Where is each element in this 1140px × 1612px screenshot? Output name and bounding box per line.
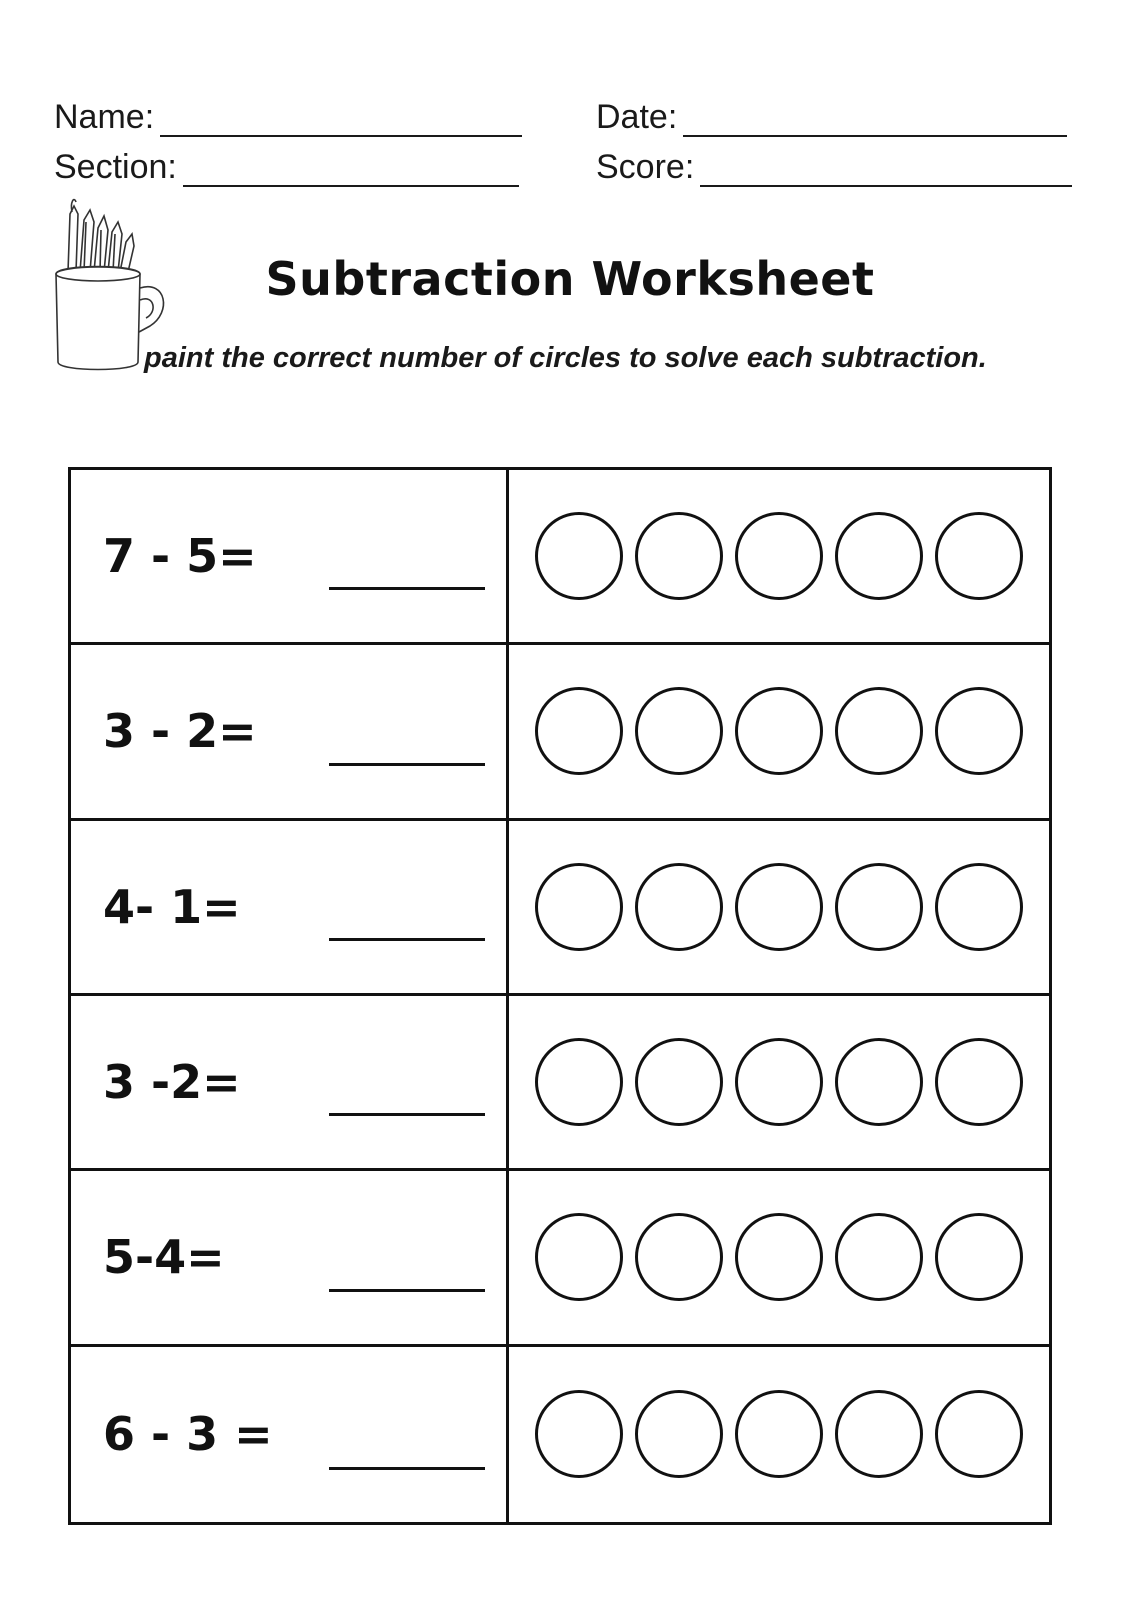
- score-label: Score:: [596, 148, 695, 186]
- circle-cell-2: [509, 645, 1049, 820]
- paint-circle[interactable]: [635, 1038, 723, 1126]
- paint-circle[interactable]: [535, 1038, 623, 1126]
- paint-circle[interactable]: [735, 863, 823, 951]
- answer-blank[interactable]: [329, 1289, 485, 1292]
- paint-circle[interactable]: [835, 863, 923, 951]
- paint-circle[interactable]: [635, 1390, 723, 1478]
- date-field: [596, 98, 1067, 137]
- paint-circle[interactable]: [735, 687, 823, 775]
- paint-circle[interactable]: [735, 1213, 823, 1301]
- paint-circle[interactable]: [935, 863, 1023, 951]
- circle-cell-3: [509, 821, 1049, 996]
- paint-circle[interactable]: [935, 1038, 1023, 1126]
- problem-expression: 3 - 2=: [103, 704, 257, 759]
- paint-circle[interactable]: [835, 512, 923, 600]
- paint-circle[interactable]: [835, 1213, 923, 1301]
- name-label: Name:: [54, 98, 155, 136]
- date-label: Date:: [596, 98, 678, 136]
- instruction-text: paint the correct number of circles to solve each subtraction.: [144, 342, 987, 374]
- problem-expression: 5-4=: [103, 1230, 225, 1285]
- paint-circle[interactable]: [735, 512, 823, 600]
- paint-circle[interactable]: [935, 1213, 1023, 1301]
- answer-blank[interactable]: [329, 1113, 485, 1116]
- problem-cell-1: [71, 470, 509, 645]
- date-blank[interactable]: [683, 107, 1067, 137]
- problem-cell-5: [71, 1171, 509, 1346]
- paint-circle[interactable]: [535, 863, 623, 951]
- problem-expression: 7 - 5=: [103, 529, 257, 584]
- problem-cell-3: [71, 821, 509, 996]
- problem-cell-6: [71, 1347, 509, 1522]
- paint-circle[interactable]: [535, 687, 623, 775]
- paint-circle[interactable]: [635, 687, 723, 775]
- problem-expression: 6 - 3 =: [103, 1407, 273, 1462]
- paint-circle[interactable]: [835, 1390, 923, 1478]
- section-field: [54, 148, 519, 187]
- problem-cell-2: [71, 645, 509, 820]
- problem-table: [68, 467, 1052, 1525]
- problem-expression: 3 -2=: [103, 1055, 241, 1110]
- paint-circle[interactable]: [735, 1038, 823, 1126]
- section-blank[interactable]: [183, 157, 519, 187]
- answer-blank[interactable]: [329, 938, 485, 941]
- paint-circle[interactable]: [535, 1390, 623, 1478]
- name-blank[interactable]: [160, 107, 522, 137]
- paint-circle[interactable]: [835, 687, 923, 775]
- answer-blank[interactable]: [329, 763, 485, 766]
- answer-blank[interactable]: [329, 1467, 485, 1470]
- section-label: Section:: [54, 148, 177, 186]
- paint-circle[interactable]: [535, 1213, 623, 1301]
- circle-cell-4: [509, 996, 1049, 1171]
- score-field: [596, 148, 1072, 187]
- name-field: [54, 98, 522, 137]
- problem-cell-4: [71, 996, 509, 1171]
- paint-circle[interactable]: [635, 512, 723, 600]
- paint-circle[interactable]: [635, 1213, 723, 1301]
- problem-expression: 4- 1=: [103, 879, 241, 934]
- score-blank[interactable]: [700, 157, 1072, 187]
- paint-circle[interactable]: [935, 1390, 1023, 1478]
- circle-cell-5: [509, 1171, 1049, 1346]
- circle-cell-1: [509, 470, 1049, 645]
- answer-blank[interactable]: [329, 587, 485, 590]
- paint-circle[interactable]: [635, 863, 723, 951]
- page-title: Subtraction Worksheet: [265, 252, 875, 306]
- paint-circle[interactable]: [535, 512, 623, 600]
- paint-circle[interactable]: [935, 687, 1023, 775]
- circle-cell-6: [509, 1347, 1049, 1522]
- paint-circle[interactable]: [935, 512, 1023, 600]
- paint-circle[interactable]: [835, 1038, 923, 1126]
- paint-circle[interactable]: [735, 1390, 823, 1478]
